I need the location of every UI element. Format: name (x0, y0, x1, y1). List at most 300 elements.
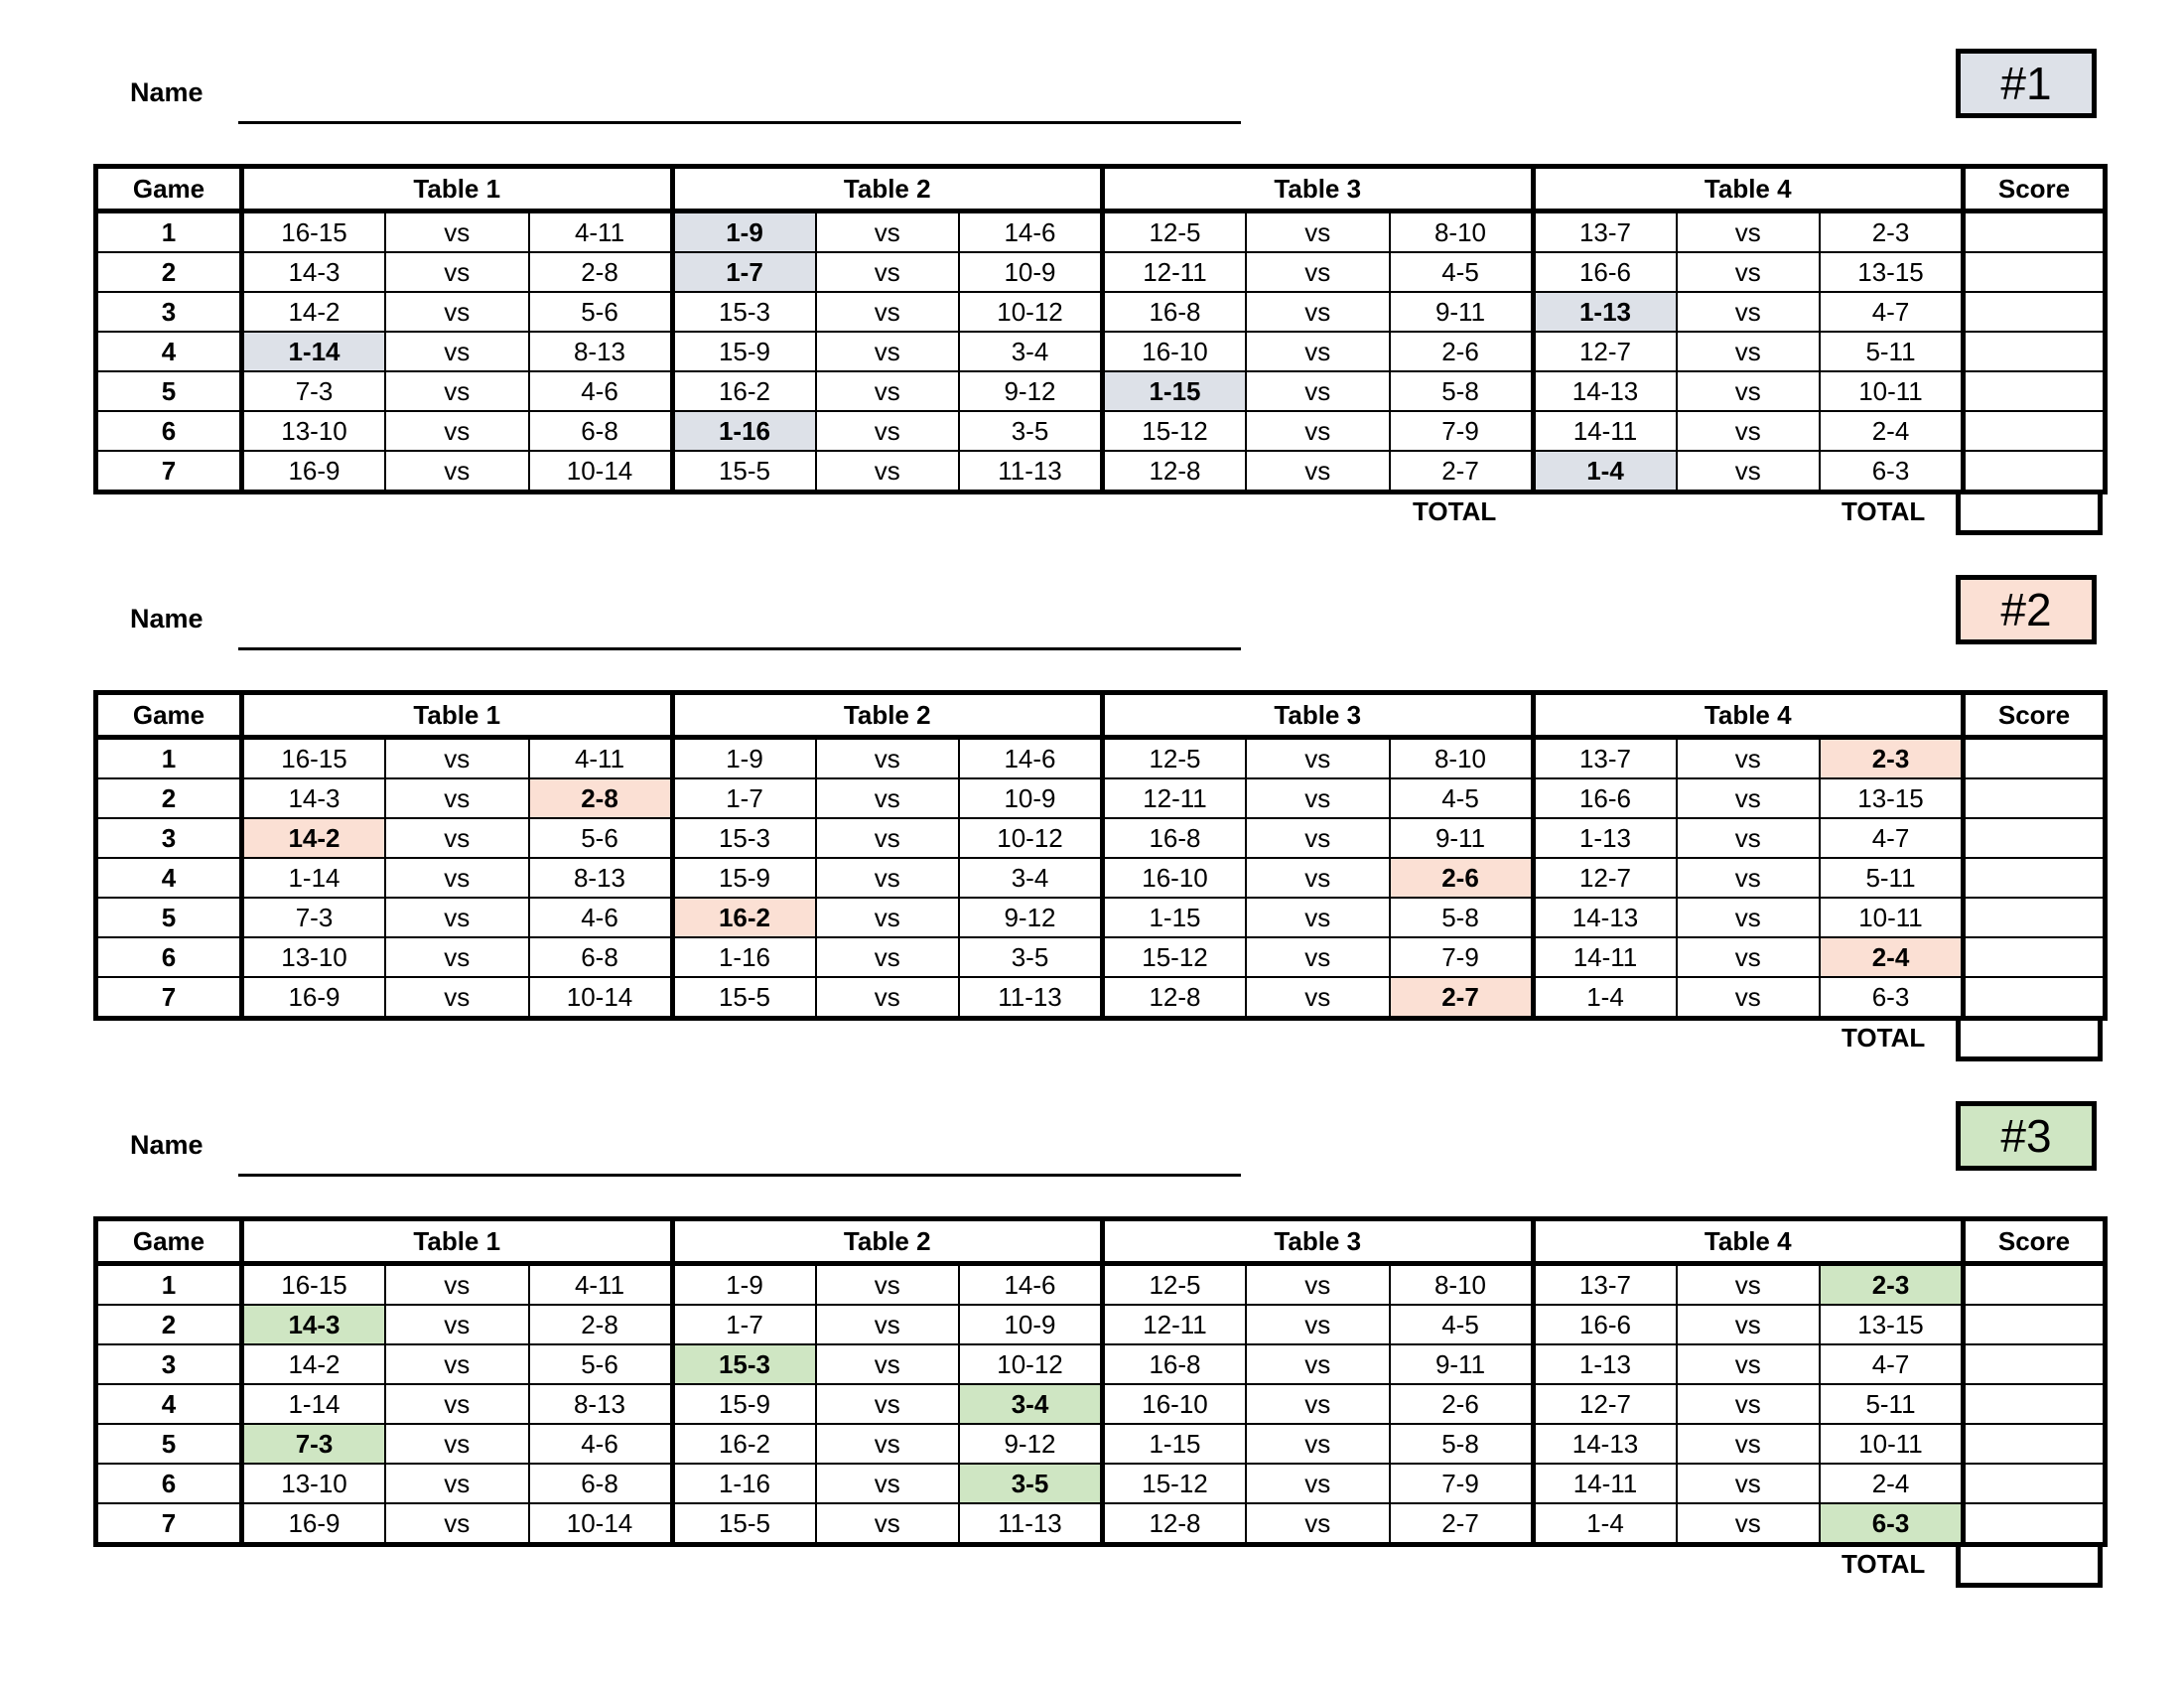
team-pair-cell: 1-14 (242, 858, 386, 898)
score-cell[interactable] (1964, 1464, 2106, 1503)
score-cell[interactable] (1964, 332, 2106, 371)
table-header: Table 1 (242, 1219, 673, 1264)
sheet-number-badge: #2 (1956, 575, 2097, 644)
vs-cell: vs (816, 858, 960, 898)
team-pair-cell: 12-5 (1103, 211, 1247, 253)
team-pair-cell: 16-15 (242, 1264, 386, 1306)
game-number: 3 (96, 1344, 242, 1384)
vs-cell: vs (385, 1305, 529, 1344)
game-row (96, 738, 2106, 779)
game-number: 5 (96, 1424, 242, 1464)
team-pair-cell: 2-8 (529, 1305, 673, 1344)
name-input-line[interactable] (238, 1174, 1241, 1177)
header-row (96, 1219, 2106, 1264)
vs-cell: vs (816, 778, 960, 818)
vs-cell: vs (385, 371, 529, 411)
team-pair-cell: 6-8 (529, 411, 673, 451)
vs-cell: vs (1246, 292, 1390, 332)
highlighted-pair-cell: 16-2 (672, 898, 816, 937)
team-pair-cell: 4-5 (1390, 778, 1534, 818)
team-pair-cell: 2-7 (1390, 451, 1534, 492)
team-pair-cell: 14-6 (959, 211, 1103, 253)
vs-cell: vs (1677, 937, 1821, 977)
vs-cell: vs (1246, 1503, 1390, 1545)
team-pair-cell: 6-8 (529, 1464, 673, 1503)
game-header: Game (96, 693, 242, 738)
team-pair-cell: 10-11 (1820, 898, 1964, 937)
team-pair-cell: 10-12 (959, 292, 1103, 332)
game-header: Game (96, 167, 242, 211)
vs-cell: vs (1246, 332, 1390, 371)
team-pair-cell: 10-14 (529, 1503, 673, 1545)
score-cell[interactable] (1964, 898, 2106, 937)
team-pair-cell: 16-10 (1103, 332, 1247, 371)
team-pair-cell: 8-13 (529, 858, 673, 898)
team-pair-cell: 12-5 (1103, 738, 1247, 779)
game-number: 6 (96, 411, 242, 451)
vs-cell: vs (385, 1503, 529, 1545)
vs-cell: vs (1677, 451, 1821, 492)
vs-cell: vs (1677, 371, 1821, 411)
team-pair-cell: 5-8 (1390, 371, 1534, 411)
game-number: 5 (96, 371, 242, 411)
game-number: 2 (96, 778, 242, 818)
team-pair-cell: 1-15 (1103, 898, 1247, 937)
team-pair-cell: 8-10 (1390, 1264, 1534, 1306)
highlighted-pair-cell: 2-4 (1820, 937, 1964, 977)
game-number: 4 (96, 1384, 242, 1424)
vs-cell: vs (1677, 252, 1821, 292)
vs-cell: vs (1677, 411, 1821, 451)
vs-cell: vs (385, 1424, 529, 1464)
team-pair-cell: 1-4 (1533, 977, 1677, 1019)
game-number: 1 (96, 1264, 242, 1306)
vs-cell: vs (385, 858, 529, 898)
game-row (96, 937, 2106, 977)
score-cell[interactable] (1964, 411, 2106, 451)
vs-cell: vs (1246, 898, 1390, 937)
team-pair-cell: 1-9 (672, 1264, 816, 1306)
team-pair-cell: 15-12 (1103, 937, 1247, 977)
score-cell[interactable] (1964, 451, 2106, 492)
vs-cell: vs (385, 1464, 529, 1503)
team-pair-cell: 14-13 (1533, 371, 1677, 411)
vs-cell: vs (1677, 292, 1821, 332)
vs-cell: vs (385, 937, 529, 977)
team-pair-cell: 5-11 (1820, 332, 1964, 371)
vs-cell: vs (816, 1424, 960, 1464)
vs-cell: vs (385, 292, 529, 332)
highlighted-pair-cell: 1-4 (1533, 451, 1677, 492)
score-sheet (0, 526, 2184, 1053)
team-pair-cell: 4-7 (1820, 292, 1964, 332)
team-pair-cell: 12-7 (1533, 1384, 1677, 1424)
table-header: Table 4 (1533, 1219, 1964, 1264)
team-pair-cell: 16-6 (1533, 1305, 1677, 1344)
game-row (96, 858, 2106, 898)
team-pair-cell: 14-11 (1533, 1464, 1677, 1503)
team-pair-cell: 16-15 (242, 738, 386, 779)
score-cell[interactable] (1964, 937, 2106, 977)
score-cell[interactable] (1964, 1384, 2106, 1424)
vs-cell: vs (1677, 858, 1821, 898)
vs-cell: vs (1677, 977, 1821, 1019)
game-row (96, 1503, 2106, 1545)
table-header: Table 1 (242, 693, 673, 738)
team-pair-cell: 9-12 (959, 371, 1103, 411)
vs-cell: vs (1677, 1264, 1821, 1306)
team-pair-cell: 9-11 (1390, 292, 1534, 332)
team-pair-cell: 12-8 (1103, 451, 1247, 492)
team-pair-cell: 4-11 (529, 211, 673, 253)
game-number: 3 (96, 818, 242, 858)
game-row (96, 898, 2106, 937)
total-label: TOTAL (1413, 496, 1497, 526)
team-pair-cell: 16-10 (1103, 858, 1247, 898)
score-cell[interactable] (1964, 977, 2106, 1019)
team-pair-cell: 9-11 (1390, 1344, 1534, 1384)
team-pair-cell: 2-6 (1390, 332, 1534, 371)
team-pair-cell: 5-6 (529, 1344, 673, 1384)
team-pair-cell: 16-15 (242, 211, 386, 253)
game-number: 3 (96, 292, 242, 332)
team-pair-cell: 10-9 (959, 252, 1103, 292)
team-pair-cell: 14-2 (242, 1344, 386, 1384)
team-pair-cell: 1-13 (1533, 818, 1677, 858)
game-number: 7 (96, 977, 242, 1019)
score-cell[interactable] (1964, 1424, 2106, 1464)
name-label: Name (130, 1130, 204, 1160)
vs-cell: vs (816, 1344, 960, 1384)
vs-cell: vs (1677, 1305, 1821, 1344)
team-pair-cell: 2-7 (1390, 1503, 1534, 1545)
team-pair-cell: 13-15 (1820, 252, 1964, 292)
team-pair-cell: 4-11 (529, 738, 673, 779)
team-pair-cell: 5-8 (1390, 1424, 1534, 1464)
team-pair-cell: 15-5 (672, 977, 816, 1019)
score-header: Score (1964, 1219, 2106, 1264)
game-number: 5 (96, 898, 242, 937)
vs-cell: vs (816, 937, 960, 977)
vs-cell: vs (816, 371, 960, 411)
team-pair-cell: 2-3 (1820, 211, 1964, 253)
score-cell[interactable] (1964, 1305, 2106, 1344)
game-header: Game (96, 1219, 242, 1264)
team-pair-cell: 15-9 (672, 858, 816, 898)
vs-cell: vs (1246, 451, 1390, 492)
game-row (96, 818, 2106, 858)
game-row (96, 252, 2106, 292)
sheet-number-badge: #3 (1956, 1101, 2097, 1171)
team-pair-cell: 1-13 (1533, 1344, 1677, 1384)
team-pair-cell: 8-13 (529, 332, 673, 371)
team-pair-cell: 3-5 (959, 411, 1103, 451)
highlighted-pair-cell: 14-3 (242, 1305, 386, 1344)
team-pair-cell: 6-3 (1820, 977, 1964, 1019)
game-number: 7 (96, 451, 242, 492)
team-pair-cell: 10-12 (959, 1344, 1103, 1384)
vs-cell: vs (1246, 1384, 1390, 1424)
game-number: 1 (96, 211, 242, 253)
table-header: Table 4 (1533, 167, 1964, 211)
team-pair-cell: 5-8 (1390, 898, 1534, 937)
team-pair-cell: 10-9 (959, 778, 1103, 818)
score-cell[interactable] (1964, 252, 2106, 292)
name-label: Name (130, 604, 204, 633)
team-pair-cell: 1-15 (1103, 1424, 1247, 1464)
vs-cell: vs (1677, 211, 1821, 253)
team-pair-cell: 15-12 (1103, 1464, 1247, 1503)
team-pair-cell: 12-11 (1103, 252, 1247, 292)
table-header: Table 3 (1103, 167, 1534, 211)
team-pair-cell: 7-3 (242, 371, 386, 411)
game-number: 2 (96, 1305, 242, 1344)
vs-cell: vs (385, 898, 529, 937)
vs-cell: vs (816, 1384, 960, 1424)
game-row (96, 1305, 2106, 1344)
vs-cell: vs (1246, 1305, 1390, 1344)
highlighted-pair-cell: 1-15 (1103, 371, 1247, 411)
vs-cell: vs (1677, 1384, 1821, 1424)
team-pair-cell: 7-9 (1390, 411, 1534, 451)
vs-cell: vs (385, 1264, 529, 1306)
team-pair-cell: 12-7 (1533, 858, 1677, 898)
vs-cell: vs (1677, 332, 1821, 371)
vs-cell: vs (1246, 211, 1390, 253)
header-row (96, 693, 2106, 738)
sheet-number-badge: #1 (1956, 49, 2097, 118)
team-pair-cell: 3-4 (959, 858, 1103, 898)
team-pair-cell: 7-3 (242, 898, 386, 937)
highlighted-pair-cell: 1-14 (242, 332, 386, 371)
vs-cell: vs (1677, 1503, 1821, 1545)
score-cell[interactable] (1964, 818, 2106, 858)
team-pair-cell: 7-9 (1390, 1464, 1534, 1503)
team-pair-cell: 16-8 (1103, 818, 1247, 858)
schedule-table (93, 1216, 2108, 1547)
vs-cell: vs (816, 252, 960, 292)
game-number: 6 (96, 1464, 242, 1503)
score-cell[interactable] (1964, 1344, 2106, 1384)
vs-cell: vs (1246, 1464, 1390, 1503)
vs-cell: vs (1246, 778, 1390, 818)
score-cell[interactable] (1964, 292, 2106, 332)
team-pair-cell: 13-10 (242, 1464, 386, 1503)
highlighted-pair-cell: 2-6 (1390, 858, 1534, 898)
table-header: Table 2 (672, 693, 1103, 738)
vs-cell: vs (385, 451, 529, 492)
team-pair-cell: 10-11 (1820, 1424, 1964, 1464)
team-pair-cell: 3-4 (959, 332, 1103, 371)
total-score-box[interactable] (1956, 1545, 2103, 1588)
team-pair-cell: 14-11 (1533, 937, 1677, 977)
team-pair-cell: 10-9 (959, 1305, 1103, 1344)
table-header: Table 2 (672, 1219, 1103, 1264)
team-pair-cell: 15-9 (672, 332, 816, 371)
team-pair-cell: 2-8 (529, 252, 673, 292)
game-row (96, 1384, 2106, 1424)
vs-cell: vs (816, 1503, 960, 1545)
highlighted-pair-cell: 1-7 (672, 252, 816, 292)
team-pair-cell: 12-11 (1103, 1305, 1247, 1344)
game-row (96, 411, 2106, 451)
table-header: Table 4 (1533, 693, 1964, 738)
team-pair-cell: 8-10 (1390, 738, 1534, 779)
vs-cell: vs (385, 738, 529, 779)
total-label: TOTAL (1842, 1023, 1926, 1053)
game-row (96, 371, 2106, 411)
team-pair-cell: 14-13 (1533, 1424, 1677, 1464)
game-row (96, 1424, 2106, 1464)
game-row (96, 1344, 2106, 1384)
team-pair-cell: 15-3 (672, 292, 816, 332)
score-cell[interactable] (1964, 778, 2106, 818)
team-pair-cell: 12-11 (1103, 778, 1247, 818)
highlighted-pair-cell: 2-7 (1390, 977, 1534, 1019)
vs-cell: vs (816, 738, 960, 779)
vs-cell: vs (1246, 977, 1390, 1019)
vs-cell: vs (1246, 411, 1390, 451)
score-header: Score (1964, 693, 2106, 738)
vs-cell: vs (1246, 738, 1390, 779)
team-pair-cell: 10-14 (529, 451, 673, 492)
vs-cell: vs (816, 1305, 960, 1344)
team-pair-cell: 14-6 (959, 1264, 1103, 1306)
highlighted-pair-cell: 15-3 (672, 1344, 816, 1384)
team-pair-cell: 16-8 (1103, 1344, 1247, 1384)
game-number: 6 (96, 937, 242, 977)
team-pair-cell: 16-6 (1533, 252, 1677, 292)
team-pair-cell: 13-15 (1820, 1305, 1964, 1344)
game-number: 4 (96, 332, 242, 371)
team-pair-cell: 16-9 (242, 977, 386, 1019)
team-pair-cell: 5-11 (1820, 1384, 1964, 1424)
vs-cell: vs (1246, 252, 1390, 292)
team-pair-cell: 1-4 (1533, 1503, 1677, 1545)
team-pair-cell: 8-10 (1390, 211, 1534, 253)
score-cell[interactable] (1964, 211, 2106, 253)
game-number: 1 (96, 738, 242, 779)
vs-cell: vs (816, 411, 960, 451)
team-pair-cell: 15-3 (672, 818, 816, 858)
team-pair-cell: 4-11 (529, 1264, 673, 1306)
vs-cell: vs (816, 211, 960, 253)
game-row (96, 292, 2106, 332)
score-cell[interactable] (1964, 1503, 2106, 1545)
score-cell[interactable] (1964, 738, 2106, 779)
vs-cell: vs (1677, 1344, 1821, 1384)
game-number: 7 (96, 1503, 242, 1545)
game-row (96, 778, 2106, 818)
vs-cell: vs (1246, 818, 1390, 858)
team-pair-cell: 15-5 (672, 451, 816, 492)
highlighted-pair-cell: 14-2 (242, 818, 386, 858)
score-sheet (0, 0, 2184, 526)
team-pair-cell: 4-7 (1820, 818, 1964, 858)
game-row (96, 1464, 2106, 1503)
vs-cell: vs (385, 211, 529, 253)
team-pair-cell: 2-6 (1390, 1384, 1534, 1424)
vs-cell: vs (385, 411, 529, 451)
vs-cell: vs (1677, 778, 1821, 818)
team-pair-cell: 4-6 (529, 371, 673, 411)
score-cell[interactable] (1964, 858, 2106, 898)
highlighted-pair-cell: 7-3 (242, 1424, 386, 1464)
team-pair-cell: 16-9 (242, 451, 386, 492)
table-header: Table 3 (1103, 1219, 1534, 1264)
team-pair-cell: 10-11 (1820, 371, 1964, 411)
team-pair-cell: 5-6 (529, 818, 673, 858)
score-sheet (0, 1053, 2184, 1579)
team-pair-cell: 16-6 (1533, 778, 1677, 818)
vs-cell: vs (816, 1264, 960, 1306)
vs-cell: vs (385, 778, 529, 818)
total-label: TOTAL (1842, 496, 1926, 526)
vs-cell: vs (1246, 371, 1390, 411)
score-cell[interactable] (1964, 1264, 2106, 1306)
vs-cell: vs (385, 252, 529, 292)
team-pair-cell: 4-6 (529, 898, 673, 937)
vs-cell: vs (816, 977, 960, 1019)
team-pair-cell: 13-10 (242, 937, 386, 977)
team-pair-cell: 11-13 (959, 977, 1103, 1019)
vs-cell: vs (816, 292, 960, 332)
vs-cell: vs (1246, 1264, 1390, 1306)
team-pair-cell: 5-6 (529, 292, 673, 332)
team-pair-cell: 1-14 (242, 1384, 386, 1424)
vs-cell: vs (385, 1384, 529, 1424)
team-pair-cell: 1-7 (672, 1305, 816, 1344)
game-row (96, 211, 2106, 253)
table-header: Table 1 (242, 167, 673, 211)
highlighted-pair-cell: 3-4 (959, 1384, 1103, 1424)
team-pair-cell: 10-12 (959, 818, 1103, 858)
team-pair-cell: 14-13 (1533, 898, 1677, 937)
team-pair-cell: 7-9 (1390, 937, 1534, 977)
name-input-line[interactable] (238, 121, 1241, 124)
game-row (96, 1264, 2106, 1306)
team-pair-cell: 10-14 (529, 977, 673, 1019)
vs-cell: vs (1246, 1424, 1390, 1464)
vs-cell: vs (385, 1344, 529, 1384)
score-cell[interactable] (1964, 371, 2106, 411)
highlighted-pair-cell: 1-9 (672, 211, 816, 253)
team-pair-cell: 3-5 (959, 937, 1103, 977)
vs-cell: vs (816, 451, 960, 492)
team-pair-cell: 16-10 (1103, 1384, 1247, 1424)
team-pair-cell: 14-11 (1533, 411, 1677, 451)
game-number: 4 (96, 858, 242, 898)
vs-cell: vs (1677, 1464, 1821, 1503)
highlighted-pair-cell: 2-3 (1820, 738, 1964, 779)
team-pair-cell: 2-4 (1820, 411, 1964, 451)
team-pair-cell: 4-5 (1390, 1305, 1534, 1344)
team-pair-cell: 13-10 (242, 411, 386, 451)
team-pair-cell: 14-3 (242, 778, 386, 818)
team-pair-cell: 12-7 (1533, 332, 1677, 371)
vs-cell: vs (385, 332, 529, 371)
team-pair-cell: 13-7 (1533, 1264, 1677, 1306)
team-pair-cell: 2-4 (1820, 1464, 1964, 1503)
team-pair-cell: 12-8 (1103, 1503, 1247, 1545)
team-pair-cell: 14-2 (242, 292, 386, 332)
header-row (96, 167, 2106, 211)
name-input-line[interactable] (238, 647, 1241, 650)
vs-cell: vs (1677, 818, 1821, 858)
vs-cell: vs (816, 1464, 960, 1503)
vs-cell: vs (385, 977, 529, 1019)
team-pair-cell: 4-7 (1820, 1344, 1964, 1384)
